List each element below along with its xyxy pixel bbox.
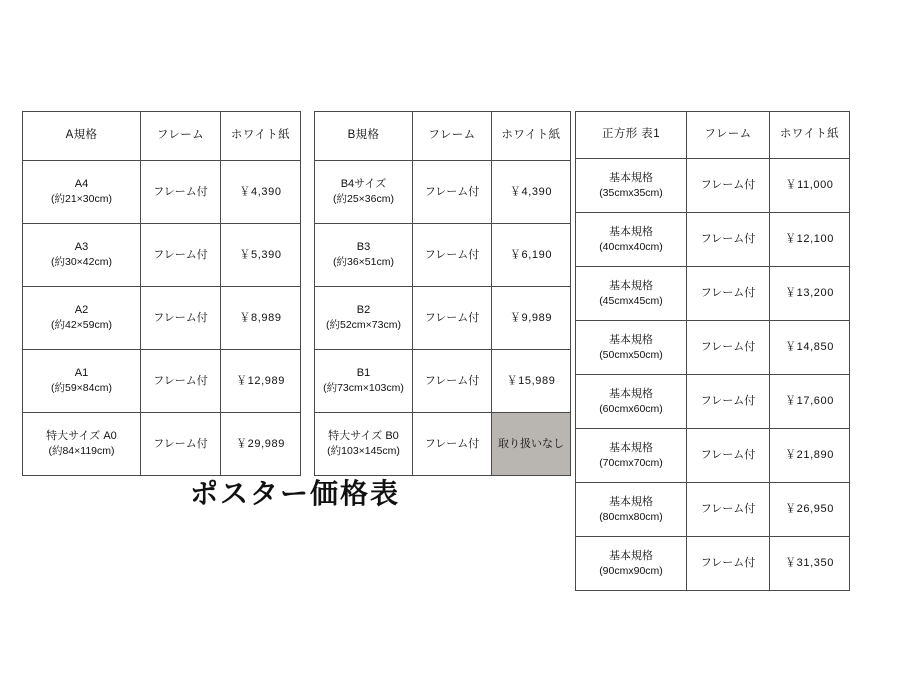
- price-value: ￥12,100: [770, 213, 850, 267]
- table-row: [576, 429, 850, 483]
- frame-option: フレーム付: [413, 413, 492, 476]
- table-c-body: [576, 112, 850, 591]
- size-label: [315, 161, 413, 224]
- frame-option: フレーム付: [687, 537, 770, 591]
- size-name: B3: [356, 241, 371, 254]
- frame-option: フレーム付: [141, 224, 221, 287]
- frame-option: フレーム付: [687, 483, 770, 537]
- frame-option: フレーム付: [141, 350, 221, 413]
- size-label: [23, 161, 141, 224]
- size-dimension: (約103×145cm): [327, 445, 400, 458]
- price-value: ￥5,390: [221, 224, 301, 287]
- table-row: [23, 287, 301, 350]
- price-value: ￥26,950: [770, 483, 850, 537]
- size-label: [576, 375, 687, 429]
- size-dimension: (35cmx35cm): [599, 186, 663, 199]
- size-name: A2: [74, 304, 89, 317]
- table-row: [315, 287, 571, 350]
- size-label: [576, 159, 687, 213]
- size-label: [315, 287, 413, 350]
- size-name: 特大サイズ B0: [328, 430, 399, 443]
- frame-option: フレーム付: [413, 350, 492, 413]
- size-dimension: (約30×42cm): [51, 256, 112, 269]
- size-dimension: (45cmx45cm): [599, 294, 663, 307]
- column-header-standard: A規格: [23, 112, 141, 161]
- table-row: [315, 413, 571, 476]
- size-name: 基本規格: [609, 225, 653, 238]
- table-row: [23, 161, 301, 224]
- column-header-frame: フレーム: [413, 112, 492, 161]
- size-name: 基本規格: [609, 441, 653, 454]
- price-value: ￥4,390: [492, 161, 571, 224]
- price-value: ￥11,000: [770, 159, 850, 213]
- price-value: ￥31,350: [770, 537, 850, 591]
- price-value: ￥13,200: [770, 267, 850, 321]
- frame-option: フレーム付: [413, 161, 492, 224]
- size-label: [23, 413, 141, 476]
- size-dimension: (90cmx90cm): [599, 564, 663, 577]
- price-value: ￥6,190: [492, 224, 571, 287]
- table-row: [576, 159, 850, 213]
- price-value: ￥17,600: [770, 375, 850, 429]
- size-dimension: (約36×51cm): [333, 256, 394, 269]
- frame-option: フレーム付: [687, 159, 770, 213]
- column-header-white-paper: ホワイト紙: [770, 112, 850, 159]
- column-header-white-paper: ホワイト紙: [221, 112, 301, 161]
- table-row: [23, 224, 301, 287]
- column-header-frame: フレーム: [687, 112, 770, 159]
- price-value: ￥12,989: [221, 350, 301, 413]
- size-label: [576, 537, 687, 591]
- size-name: 基本規格: [609, 279, 653, 292]
- size-name: 基本規格: [609, 495, 653, 508]
- size-label: [576, 321, 687, 375]
- size-name: 特大サイズ A0: [46, 430, 117, 443]
- size-dimension: (約59×84cm): [51, 382, 112, 395]
- size-name: A4: [74, 178, 89, 191]
- page-title: ポスター価格表: [190, 478, 401, 509]
- price-value: ￥4,390: [221, 161, 301, 224]
- table-row: [23, 350, 301, 413]
- frame-option: フレーム付: [687, 321, 770, 375]
- size-dimension: (約73cm×103cm): [323, 382, 404, 395]
- table-row: [315, 224, 571, 287]
- frame-option: フレーム付: [687, 375, 770, 429]
- size-dimension: (約52cm×73cm): [326, 319, 401, 332]
- column-header-white-paper: ホワイト紙: [492, 112, 571, 161]
- column-header-square: 正方形 表1: [576, 112, 687, 159]
- price-value: ￥9,989: [492, 287, 571, 350]
- table-row: [576, 537, 850, 591]
- size-name: 基本規格: [609, 333, 653, 346]
- size-dimension: (50cmx50cm): [599, 348, 663, 361]
- size-dimension: (約84×119cm): [48, 445, 115, 458]
- frame-option: フレーム付: [141, 161, 221, 224]
- frame-option: フレーム付: [413, 224, 492, 287]
- frame-option: フレーム付: [141, 287, 221, 350]
- size-dimension: (約42×59cm): [51, 319, 112, 332]
- size-name: B4サイズ: [340, 178, 387, 191]
- table-a-body: [23, 112, 301, 476]
- size-name: B1: [356, 367, 371, 380]
- price-table-a-sizes: [22, 111, 301, 476]
- table-c-header-row: [576, 112, 850, 159]
- size-name: A3: [74, 241, 89, 254]
- price-value: ￥15,989: [492, 350, 571, 413]
- price-table-b-sizes: [314, 111, 571, 476]
- size-label: [23, 224, 141, 287]
- size-name: 基本規格: [609, 171, 653, 184]
- frame-option: フレーム付: [687, 429, 770, 483]
- size-label: [315, 413, 413, 476]
- size-dimension: (60cmx60cm): [599, 402, 663, 415]
- table-row: [576, 267, 850, 321]
- table-b-header-row: [315, 112, 571, 161]
- size-name: A1: [74, 367, 89, 380]
- table-row: [315, 350, 571, 413]
- size-name: 基本規格: [609, 549, 653, 562]
- table-a-header-row: [23, 112, 301, 161]
- size-label: [576, 429, 687, 483]
- table-row: [576, 375, 850, 429]
- size-label: [576, 267, 687, 321]
- size-dimension: (40cmx40cm): [599, 240, 663, 253]
- size-dimension: (70cmx70cm): [599, 456, 663, 469]
- size-name: 基本規格: [609, 387, 653, 400]
- frame-option: フレーム付: [141, 413, 221, 476]
- table-row: [576, 483, 850, 537]
- frame-option: フレーム付: [687, 213, 770, 267]
- size-dimension: (約25×36cm): [333, 193, 394, 206]
- column-header-frame: フレーム: [141, 112, 221, 161]
- size-dimension: (約21×30cm): [51, 193, 112, 206]
- price-value: ￥29,989: [221, 413, 301, 476]
- size-label: [23, 350, 141, 413]
- size-label: [576, 483, 687, 537]
- table-row: [315, 161, 571, 224]
- size-dimension: (80cmx80cm): [599, 510, 663, 523]
- column-header-standard: B規格: [315, 112, 413, 161]
- table-row: [576, 213, 850, 267]
- frame-option: フレーム付: [687, 267, 770, 321]
- size-label: [315, 350, 413, 413]
- price-value: ￥14,850: [770, 321, 850, 375]
- unavailable-badge: 取り扱いなし: [492, 413, 571, 476]
- size-label: [23, 287, 141, 350]
- price-value: ￥8,989: [221, 287, 301, 350]
- size-label: [315, 224, 413, 287]
- table-row: [23, 413, 301, 476]
- price-value: ￥21,890: [770, 429, 850, 483]
- size-label: [576, 213, 687, 267]
- size-name: B2: [356, 304, 371, 317]
- table-b-body: [315, 112, 571, 476]
- table-row: [576, 321, 850, 375]
- frame-option: フレーム付: [413, 287, 492, 350]
- price-table-square-sizes: [575, 111, 850, 591]
